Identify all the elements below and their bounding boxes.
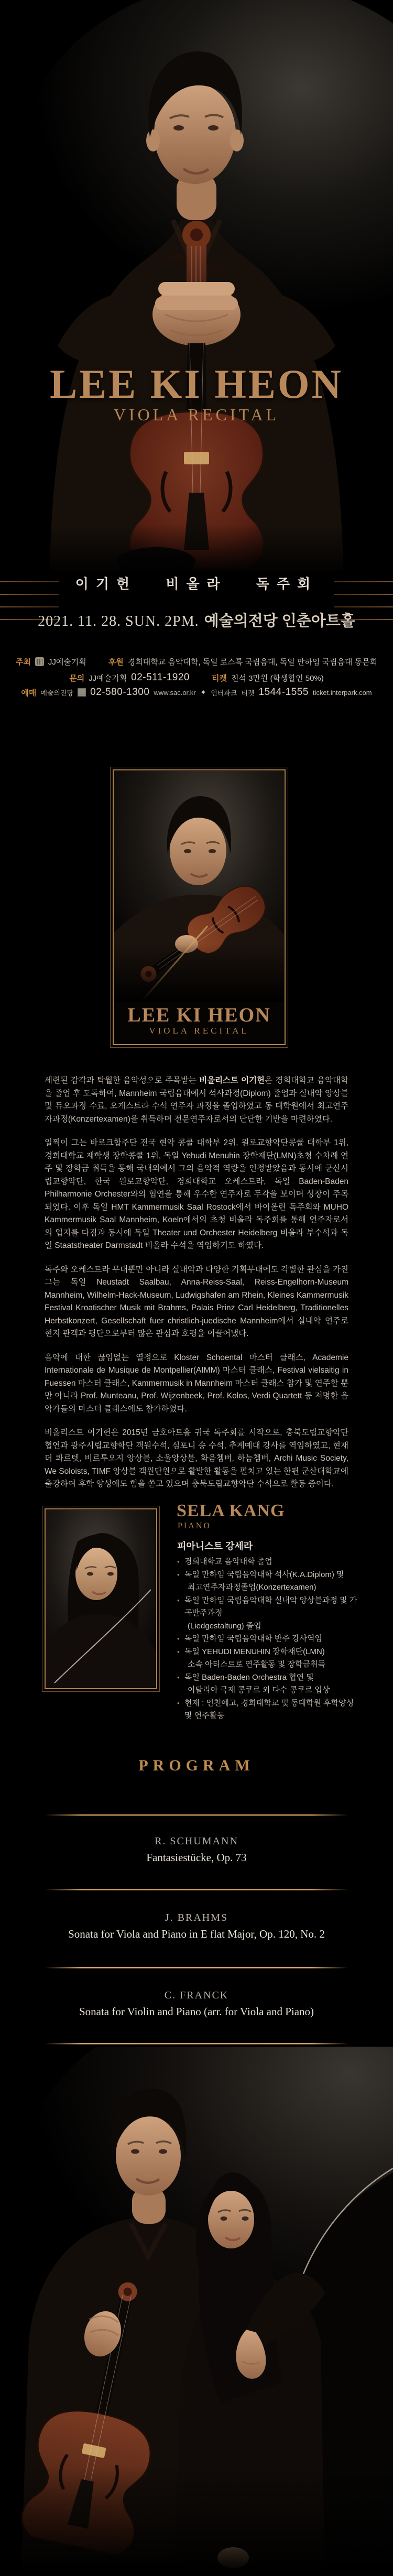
piece-title: Sonata for Violin and Piano (arr. for Viola and Piano) [79, 2005, 314, 2018]
sac-name: 예술의전당 [40, 689, 74, 697]
credential-item: • 독일 만하임 국립음악대학 실내악 앙상블과정 및 가곡반주과정 (Liedgestaltung) 졸업 [177, 1594, 361, 1633]
pianist-credentials [177, 1556, 361, 1723]
card-artist-name: LEE KI HEON [127, 1004, 271, 1026]
decor-line [0, 594, 59, 595]
composer-name: C. FRANCK [164, 1990, 229, 2001]
main-title: LEE KI HEON [50, 361, 343, 407]
program-item [0, 1912, 393, 1941]
sponsor-label: 후원 [108, 658, 124, 667]
host-name: JJ예술기획 [48, 658, 86, 667]
pianist-framed-photo [42, 1506, 160, 1692]
pianist-korean-title: 피아니스트 강세라 [177, 1541, 253, 1551]
decor-line [0, 606, 59, 607]
program-divider [45, 1889, 348, 1890]
program-heading: PROGRAM [138, 1757, 255, 1774]
sac-phone: 02-580-1300 [90, 687, 150, 698]
sponsor-names: 경희대학교 음악대학, 독일 로스톡 국립음대, 독일 만하임 국립음대 동문회 [127, 658, 378, 667]
hero-portrait-photo [0, 0, 393, 571]
credential-item: • 경희대학교 음악대학 졸업 [177, 1556, 361, 1569]
composer-name: J. BRAHMS [165, 1912, 228, 1923]
ticket-label: 티켓 [212, 673, 227, 683]
jj-seal-logo-icon [35, 657, 44, 666]
interpark-url: ticket.interpark.com [312, 688, 372, 697]
program-divider [45, 2043, 348, 2045]
artist-card-photo [114, 771, 284, 1002]
program-divider [45, 1967, 348, 1969]
pianist-name: SELA KANG [177, 1501, 285, 1520]
bio-paragraph: 음악에 대한 끊임없는 열정으로 Kloster Schoental 마스터 클래스, Academie Internationale de Musique de Montpellier(AIMM) 마스터 클래스, Festival vielsaitig in Fuessen 마스터 클래스, Kammermusik in Mannheim 마스터 클래스 참가 및 연주할 뿐만 아니라 Prof. Munteanu, Prof. Wijzenbeek, Prof. Kolos, Verdi Quartett 등 저명한 음악가들의 마스터 클래스에도 참가하였다. [45, 1353, 348, 1414]
artist-name-bold: 비올리스트 이기헌 [199, 1076, 265, 1085]
credential-item: • 독일 만하임 국립음악대학 석사(K.A.Diplom) 및 최고연주자과정졸업(Konzertexamen) [177, 1569, 361, 1594]
piece-title: Sonata for Viola and Piano in E flat Major, Op. 120, No. 2 [68, 1928, 325, 1940]
program-item [0, 1835, 393, 1864]
credit-row-host-sponsor [0, 656, 393, 667]
decor-line [0, 581, 59, 582]
decor-line [334, 594, 393, 595]
interpark-logo-icon: ✦ [200, 688, 207, 697]
credit-row-booking [0, 687, 393, 698]
host-label: 주최 [15, 658, 31, 667]
event-date: 2021. 11. 28. SUN. 2PM. [38, 613, 199, 629]
main-subtitle: VIOLA RECITAL [113, 405, 280, 424]
bio-paragraph: 비올리스트 이기헌은 2015년 금호아트홀 귀국 독주회를 시작으로, 충북도립교향악단 협연과 광주시립교향학단 객원수석, 심포니 송 수석, 추계예대 강사를 역임하였고, 현재 더 콰르텟, 비르투오지 앙상블, 소울앙상블, 화음쳄버, 하늠쳄버, Archi Music Society, We Soloists, TIMF 앙상블 객원단원으로 활발한 활동을 펼치고 있는 한편 군산대학교에 출강하여 후학 양성에도 힘을 쏟고 있으며 충북도립교향악단 수석으로 활동 중이다. [45, 1428, 348, 1488]
inquiry-label: 문의 [69, 673, 85, 683]
card-recital-label: VIOLA RECITAL [149, 1026, 249, 1036]
date-venue-line [0, 609, 393, 631]
duo-photo [0, 2047, 393, 2576]
composer-name: R. SCHUMANN [155, 1835, 238, 1847]
interpark-phone: 1544-1555 [258, 687, 309, 698]
interpark-ticket-word: 티켓 [241, 689, 255, 697]
decor-line [334, 581, 393, 582]
booking-label: 예매 [21, 688, 37, 698]
pianist-photo [46, 1510, 156, 1688]
credential-item: • 현재 : 인천예고, 경희대학교 및 동대학원 후학양성 및 연주활동 [177, 1697, 361, 1723]
credential-item: • 독일 YEHUDI MENUHIN 장학재단(LMN) 소속 아티스트로 연주활동 및 장학금취득 [177, 1646, 361, 1671]
interpark-name: 인터파크 [211, 689, 237, 697]
pianist-instrument: PIANO [178, 1521, 211, 1530]
bio-paragraph: 일찍이 그는 바로크합주단 전국 현악 콩쿨 대학부 2위, 원로교향악단콩쿨 대학부 1위, 경희대학교 재학생 장학콩쿨 1위, 독일 Yehudi Menuhin 장학재단(LMN)초청 수차례 연주 및 장학금 취득을 통해 국내외에서 그의 음악적 역량을 인정받았음과 동시에 군산시립교향악단, 한국 원로교향악단, 경희대학교 오케스트라, 독일 Baden-Baden Philharmonie Orchester와의 협연을 통해 우수한 연주자로 두각을 보이며 성장이 주목되었다. 이후 독일 HMT Kammermusik Saal Rostock에서 바이올린 독주회와 MUHO Kammermusik Saal Mannheim, Koeln에서의 초청 비올라 독주회를 통해 연주자로서의 입지를 다짐과 동시에 독일 Theater und Orchester Heidelberg 비올라 부수석과 독일 Staatstheater Darmstadt 비올라 수석을 역임하기도 하였다. [45, 1138, 348, 1250]
program-divider [45, 1814, 348, 1816]
inquiry-name: JJ예술기획 [89, 673, 127, 683]
korean-title: 이기헌 비올라 독주회 [75, 576, 318, 592]
bio-section [45, 1074, 348, 1502]
sac-logo-icon [78, 688, 86, 697]
ticket-price: 전석 3만원 (학생할인 50%) [231, 673, 324, 683]
piece-title: Fantasiestücke, Op. 73 [146, 1851, 247, 1864]
event-venue: 예술의전당 인춘아트홀 [204, 613, 355, 629]
bio-paragraph: 독주와 오케스트라 무대뿐만 아니라 실내악과 다양한 기획무대에도 각별한 관심을 가진 그는 독일 Neustadt Saalbau, Anna-Reiss-Saal, Reiss-Engelhorn-Museum Mannheim, Wilhelm-Hack-Museum, Ludwigshafen am Rhein, Kleines Kammermusik Festival Kroatischer Musik mit Brahms, Palais Prinz Carl Heidelberg, Traditionelles Herbstkonzert, Gesellschaft fuer christlich-juedische Mannheim에서 실내악 연주로 현지 관객과 평단으로부터 많은 관심과 호평을 이끌어냈다. [45, 1265, 348, 1338]
decor-line [334, 606, 393, 607]
program-item [0, 1990, 393, 2018]
sac-url: www.sac.or.kr [154, 688, 196, 697]
artist-framed-card [110, 767, 288, 1048]
credit-row-inquiry-ticket [0, 672, 393, 683]
bio-paragraph: 세련된 감각과 탁월한 음악성으로 주목받는 비올리스트 이기헌은 경희대학교 음악대학을 졸업 후 도독하여, Mannheim 국립음대에서 석사과정(Diplom) 졸업과 실내악 앙상블 및 듀오과정 수료, 오케스트라 수석 연주자 과정을 졸업하였고 동 대학원에서 최고연주자과정(Konzertexamen)을 취득하며 전문연주자로서의 단단한 기반을 마련하였다. [45, 1076, 348, 1124]
credential-item: • 독일 Baden-Baden Orchestra 협연 및 이탈리아 국제 콩쿠르 외 다수 콩쿠르 입상 [177, 1671, 361, 1697]
credential-item: • 독일 만하임 국립음악대학 반주 강사역임 [177, 1633, 361, 1646]
inquiry-phone: 02-511-1920 [131, 672, 190, 683]
